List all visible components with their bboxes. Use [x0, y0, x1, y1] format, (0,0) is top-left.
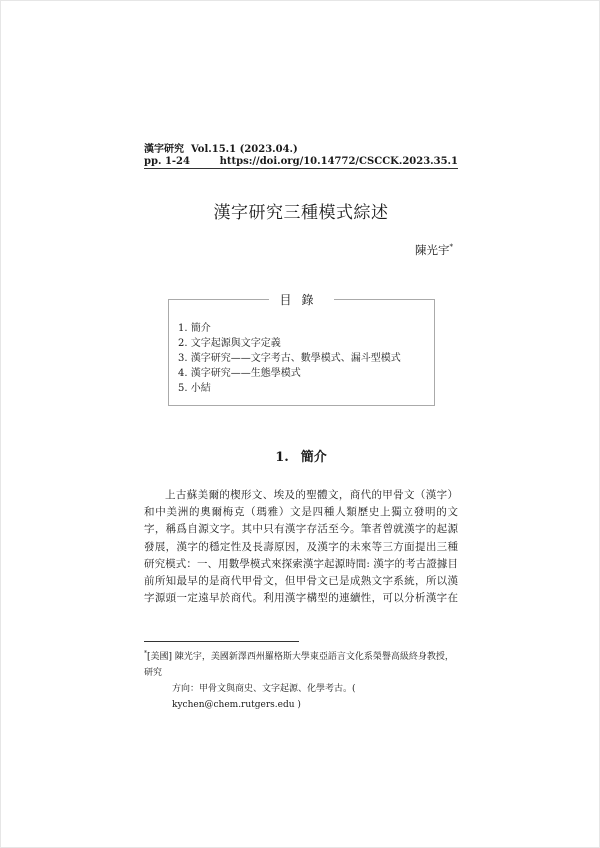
- footnote-rule: [144, 641, 299, 642]
- paper-title: 漢字研究三種模式綜述: [213, 203, 389, 223]
- footnote-mark: *: [144, 650, 147, 657]
- journal-volume: Vol.15.1 (2023.04.): [190, 144, 298, 155]
- section-number: 1.: [275, 450, 289, 465]
- toc-item[interactable]: 5. 小結: [178, 383, 211, 394]
- page-range-doi-row: [144, 156, 458, 167]
- doi-link[interactable]: https://doi.org/10.14772/CSCCK.2023.35.1: [219, 156, 458, 167]
- footnote: [144, 646, 458, 713]
- toc-list: [178, 321, 401, 396]
- author-name: 陳光宇: [415, 243, 450, 257]
- toc-item[interactable]: 3. 漢字研究——文字考古、數學模式、漏斗型模式: [178, 353, 401, 364]
- toc-item[interactable]: 2. 文字起源與文字定義: [178, 338, 281, 349]
- section-heading: [144, 446, 458, 465]
- toc-item[interactable]: 1. 簡介: [178, 323, 211, 334]
- toc-item[interactable]: 4. 漢字研究——生態學模式: [178, 368, 301, 379]
- journal-header: [144, 140, 298, 155]
- page-range: pp. 1-24: [144, 156, 190, 167]
- footnote-line-1: [美國] 陳光宇，美國新澤西州羅格斯大學東亞語言文化系榮譽高級終身教授，研究: [144, 652, 454, 678]
- header-rule: [144, 168, 458, 169]
- journal-name: 漢字研究: [144, 144, 184, 155]
- author-footnote-mark[interactable]: *: [449, 243, 453, 252]
- toc-heading: 目錄: [168, 291, 435, 308]
- author: [415, 242, 453, 258]
- body-paragraph: 上古蘇美爾的楔形文、埃及的聖體文，商代的甲骨文（漢字）和中美洲的奧爾梅克（瑪雅）文是四種人類歷史上獨立發明的文字，稱爲自源文字。其中只有漢字存活至今。筆者曾就漢字的起源發展，漢字的穩定性及長壽原因，及漢字的未來等三方面提出三種研究模式：一、用數學模式來探索漢字起源時間: 漢字的考古證據目前所知最早的是商代甲骨文，但甲骨文已是成熟文字系統，所以漢字源頭一定遠早於商代。利用漢字構型的連續性，可以分析漢字在: [144, 489, 458, 605]
- footnote-line-2: 方向：甲骨文與商史、文字起源、化學考古。( kychen@chem.rutgers.edu ): [172, 684, 356, 710]
- section-title: 簡介: [300, 450, 327, 465]
